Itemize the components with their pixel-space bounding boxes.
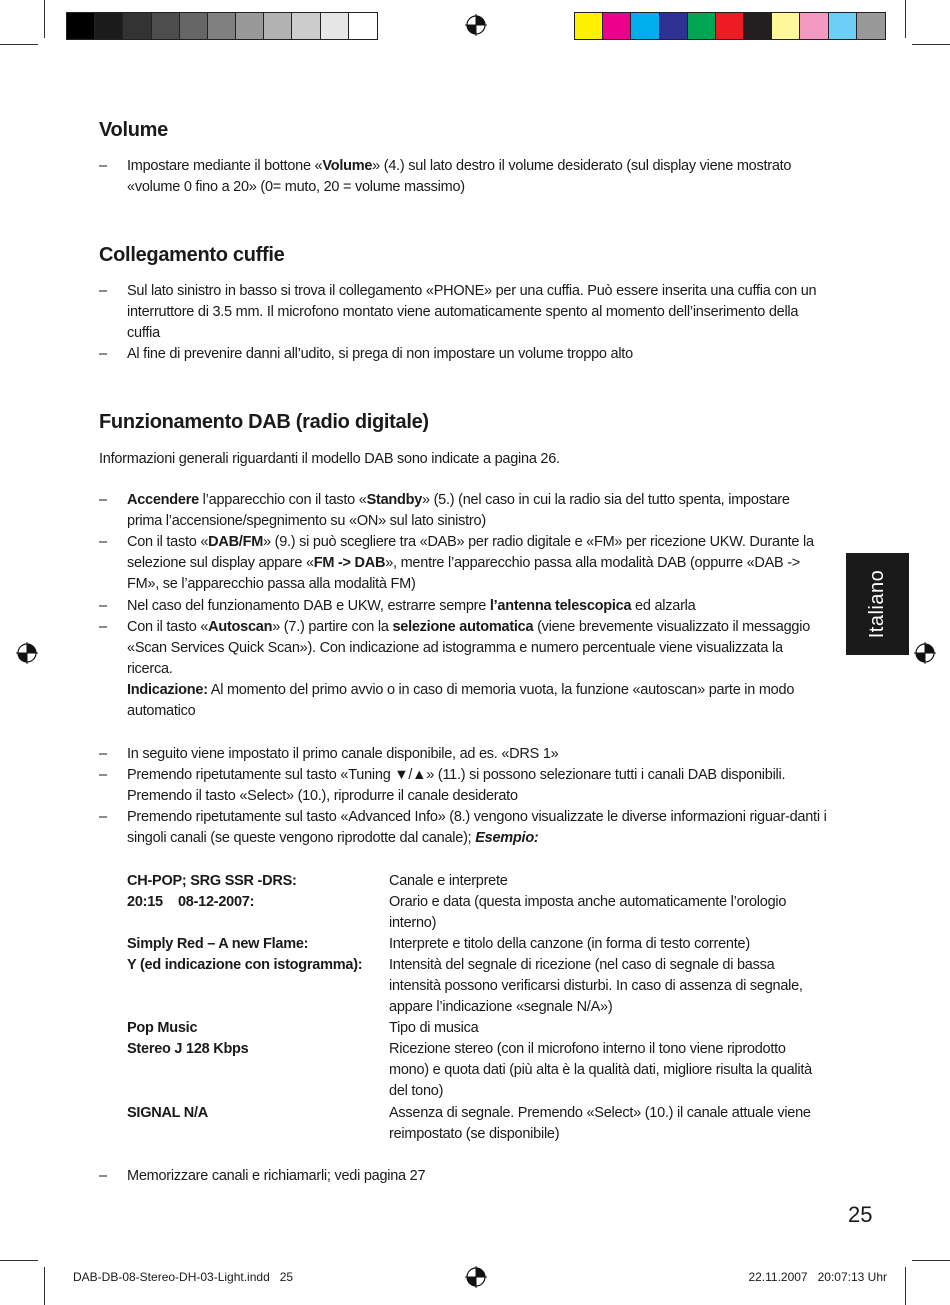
section-title-volume: Volume — [99, 119, 168, 141]
color-swatch — [772, 13, 800, 39]
crop-mark — [0, 44, 38, 45]
list-dash: – — [99, 158, 107, 174]
color-swatch — [152, 13, 180, 39]
color-swatch — [603, 13, 631, 39]
registration-mark-icon — [914, 642, 936, 664]
crop-mark — [44, 1267, 45, 1305]
crop-mark — [44, 0, 45, 38]
color-swatch-bar — [574, 12, 886, 40]
color-swatch — [67, 13, 95, 39]
page-number: 25 — [848, 1202, 873, 1227]
color-swatch — [829, 13, 857, 39]
slug-timestamp: 22.11.2007 20:07:13 Uhr — [748, 1270, 887, 1284]
color-swatch — [744, 13, 772, 39]
crop-mark — [912, 1260, 950, 1261]
color-swatch — [575, 13, 603, 39]
color-swatch — [95, 13, 123, 39]
color-swatch — [123, 13, 151, 39]
registration-mark-icon — [465, 14, 487, 36]
color-swatch — [208, 13, 236, 39]
language-tab-label: Italiano — [866, 569, 888, 639]
crop-mark — [905, 0, 906, 38]
color-swatch — [716, 13, 744, 39]
language-tab — [846, 553, 909, 655]
section-title-cuffie: Collegamento cuffie — [99, 244, 285, 266]
color-swatch — [236, 13, 264, 39]
color-swatch — [349, 13, 377, 39]
color-swatch — [631, 13, 659, 39]
color-swatch — [180, 13, 208, 39]
color-swatch — [292, 13, 320, 39]
section-title-dab: Funzionamento DAB (radio digitale) — [99, 411, 429, 433]
color-swatch — [321, 13, 349, 39]
registration-mark-icon — [16, 642, 38, 664]
gray-swatch-bar — [66, 12, 378, 40]
crop-mark — [912, 44, 950, 45]
color-swatch — [857, 13, 885, 39]
dab-intro: Informazioni generali riguardanti il modello DAB sono indicate a pagina 26. — [99, 451, 560, 467]
registration-mark-icon — [465, 1266, 487, 1288]
crop-mark — [905, 1267, 906, 1305]
color-swatch — [800, 13, 828, 39]
color-swatch — [688, 13, 716, 39]
color-swatch — [264, 13, 292, 39]
slug-file-name: DAB-DB-08-Stereo-DH-03-Light.indd 25 — [73, 1270, 294, 1284]
crop-mark — [0, 1260, 38, 1261]
color-swatch — [660, 13, 688, 39]
